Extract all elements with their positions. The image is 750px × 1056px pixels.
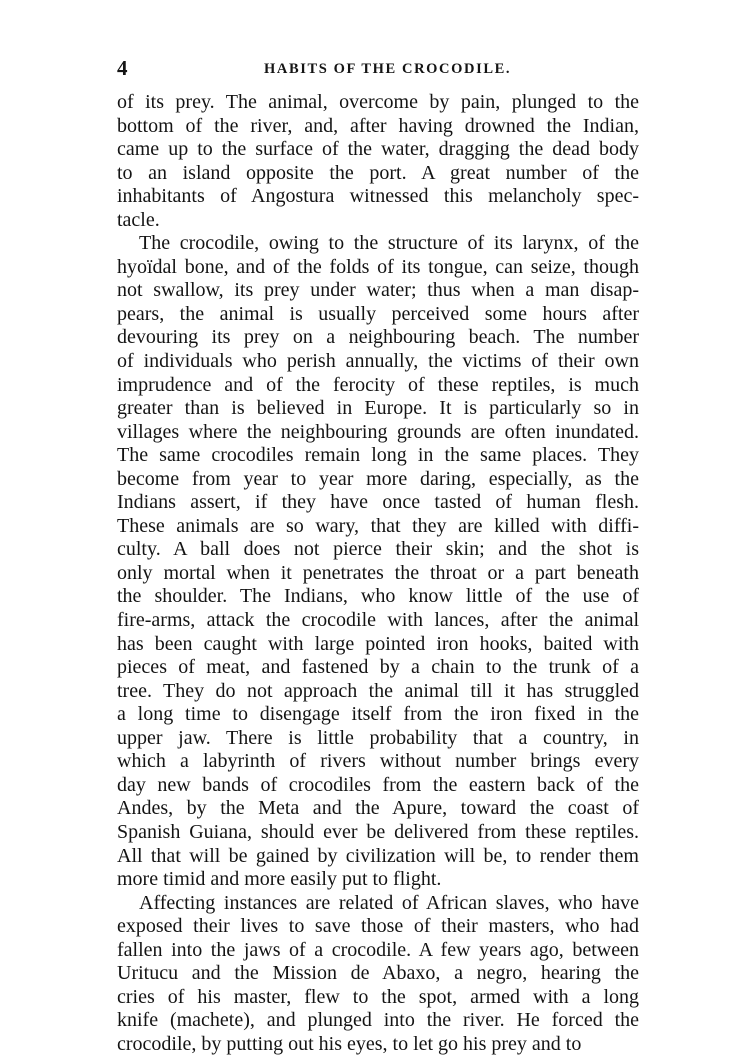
text-line: which a labyrinth of rivers without number brings every (117, 750, 639, 773)
body-text (117, 91, 639, 1056)
text-line: has been caught with large pointed iron hooks, baited with (117, 632, 639, 655)
text-line: crocodile, by putting out his eyes, to let go his prey and to (117, 1032, 582, 1055)
text-line: a long time to disengage itself from the iron fixed in the (117, 703, 639, 726)
text-line: Affecting instances are related of African slaves, who have (139, 891, 639, 914)
text-line: become from year to year more daring, especially, as the (117, 467, 639, 490)
text-line: bottom of the river, and, after having drowned the Indian, (117, 114, 639, 137)
text-line: came up to the surface of the water, dragging the dead body (117, 138, 639, 161)
text-line: hyoïdal bone, and of the folds of its tongue, can seize, though (117, 255, 639, 278)
text-line: exposed their lives to save those of their masters, who had (117, 915, 639, 938)
text-line: tree. They do not approach the animal till it has struggled (117, 679, 639, 702)
text-line: These animals are so wary, that they are killed with diffi- (117, 514, 639, 537)
paragraph (117, 892, 639, 1056)
text-line: cries of his master, flew to the spot, armed with a long (117, 985, 639, 1008)
text-line: pears, the animal is usually perceived some hours after (117, 302, 639, 325)
text-line: The same crocodiles remain long in the same places. They (117, 444, 639, 467)
text-line: fallen into the jaws of a crocodile. A few years ago, between (117, 938, 639, 961)
page-header (117, 58, 627, 80)
text-line: to an island opposite the port. A great number of the (117, 161, 639, 184)
text-line: The crocodile, owing to the structure of its larynx, of the (139, 232, 639, 255)
text-line: Uritucu and the Mission de Abaxo, a negro, hearing the (117, 962, 639, 985)
text-line: culty. A ball does not pierce their skin; and the shot is (117, 538, 639, 561)
text-line: tacle. (117, 208, 160, 231)
text-line: knife (machete), and plunged into the river. He forced the (117, 1009, 639, 1032)
running-title: HABITS OF THE CROCODILE. (264, 61, 512, 77)
text-line: fire-arms, attack the crocodile with lances, after the animal (117, 609, 639, 632)
text-line: day new bands of crocodiles from the eastern back of the (117, 773, 639, 796)
paragraph (117, 232, 639, 891)
text-line: only mortal when it penetrates the throat or a part beneath (117, 561, 639, 584)
text-line: villages where the neighbouring grounds are often inundated. (117, 420, 639, 443)
text-line: Spanish Guiana, should ever be delivered from these reptiles. (117, 820, 639, 843)
text-line: upper jaw. There is little probability that a country, in (117, 726, 639, 749)
page-number: 4 (117, 56, 128, 80)
text-line: the shoulder. The Indians, who know little of the use of (117, 585, 639, 608)
text-line: inhabitants of Angostura witnessed this melancholy spec- (117, 185, 639, 208)
text-line: devouring its prey on a neighbouring beach. The number (117, 326, 639, 349)
text-line: All that will be gained by civilization will be, to render them (117, 844, 639, 867)
text-line: of its prey. The animal, overcome by pain, plunged to the (117, 91, 639, 113)
text-line: not swallow, its prey under water; thus when a man disap- (117, 279, 639, 302)
text-line: of individuals who perish annually, the victims of their own (117, 350, 639, 373)
text-line: imprudence and of the ferocity of these reptiles, is much (117, 373, 639, 396)
text-line: more timid and more easily put to flight. (117, 868, 442, 891)
text-line: Indians assert, if they have once tasted of human flesh. (117, 491, 639, 514)
text-line: pieces of meat, and fastened by a chain to the trunk of a (117, 656, 639, 679)
text-line: greater than is believed in Europe. It is particularly so in (117, 397, 639, 420)
text-line: Andes, by the Meta and the Apure, toward the coast of (117, 797, 639, 820)
paragraph (117, 91, 639, 232)
